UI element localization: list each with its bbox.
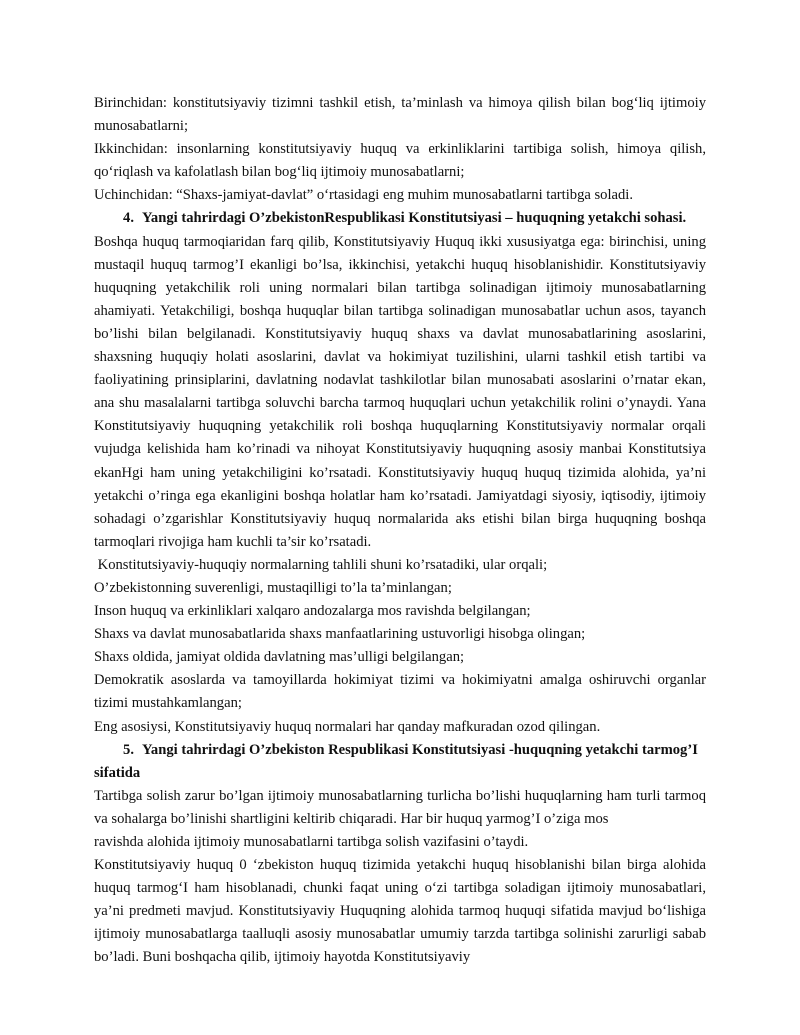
section-5-title-continuation: sifatida [94,764,141,781]
section-5-number: 5. [123,741,134,758]
section-4-title: Yangi tahrirdagi O’zbekistonRespublikasi Konstitutsiyasi – huquqning yetakchi sohasi. [142,210,687,227]
section-5-paragraph-1-line-2: ravishda alohida ijtimoiy munosabatlarni tartibga solish vazifasini o’taydi. [94,834,529,850]
list-intro: Konstitutsiyaviy-huquqiy normalarning tahlili shuni ko’rsatadiki, ular orqali; [94,556,548,573]
section-4-number: 4. [123,210,134,227]
section-5-paragraph-1-line-1: Tartibga solish zarur bo’lgan ijtimoiy munosabatlarning turlicha bo’lishi huquqlarning ham turli tarmoq va sohalarga bo’linishi shartligini keltirib chiqaradi. Har bir huquq yarmog’I o’ziga mos [94,787,706,827]
list-item: Demokratik asoslarda va tamoyillarda hokimiyat tizimi va hokimiyatni amalga oshiruvchi organlar tizimi mustahkamlangan; [94,672,706,712]
list-item: O’zbekistonning suverenligi, mustaqilligi to’la ta’minlangan; [94,579,452,596]
paragraph-third: Uchinchidan: “Shaxs-jamiyat-davlat” o‘rtasidagi eng muhim munosabatlarni tartibga soladi. [94,187,634,204]
paragraph-first: Birinchidan: konstitutsiyaviy tizimni tashkil etish, ta’minlash va himoya qilish bilan bog‘liq ijtimoiy munosabatlarni; [94,95,706,135]
list-item: Shaxs oldida, jamiyat oldida davlatning mas’ulligi belgilangan; [94,649,465,666]
document-page [94,92,706,970]
section-5-heading [94,739,706,762]
list-item: Inson huquq va erkinliklari xalqaro andozalarga mos ravishda belgilangan; [94,603,531,620]
paragraph-second: Ikkinchidan: insonlarning konstitutsiyaviy huquq va erkinliklarini tartibiga solish, himoya qilish, qo‘riqlash va kafolatlash bilan bog‘liq ijtimoiy munosabatlarni; [94,141,706,181]
list-item: Eng asosiysi, Konstitutsiyaviy huquq normalari har qanday mafkuradan ozod qilingan. [94,718,601,735]
list-item: Shaxs va davlat munosabatlarida shaxs manfaatlarining ustuvorligi hisobga olingan; [94,626,586,643]
section-4-body: Boshqa huquq tarmoqiaridan farq qilib, Konstitutsiyaviy Huquq ikki xususiyatga ega: birinchisi, uning mustaqil huquq tarmog’I ekanligi bo’lsa, ikkinchisi, yetakchi huquq hisoblanishidir. Konstitutsiyaviy huquqning yetakchilik roli uning normalari bilan tartibga solinadigan ijtimoiy munosabatlarning ahamiyati. Yetakchiligi, boshqa huquqlar bilan tartibga solinadigan munosabatlar uchun asos, tayanch bo’lishi bilan belgilanadi. Konstitutsiyaviy huquq shaxs va davlat munosabatlarining asoslarini, shaxsning huquqiy holati asoslarini, davlat va hokimiyat tuzilishini, ularni tashkil etish tartibi va faoliyatining prinsiplarini, davlatning nodavlat tashkilotlar bilan munosabati asoslarini o’rnatar ekan, ana shu masalalarni tartibga soluvchi barcha tarmoq huquqlari uchun yetakchilik rolini o’ynaydi. Yana Konstitutsiyaviy huquqning yetakchilik roli boshqa huquqlarning Konstitutsiyaviy normalar orqali vujudga kelishida ham ko’rinadi va nihoyat Konstitutsiyaviy huquqning asosiy manbai Konstitutsiya ekanHgi ham uning yetakchiligini ko’rsatadi. Konstitutsiyaviy huquq huquq tizimida alohida, ya’ni yetakchi o’ringa ega ekanligini boshqa holatlar ham ko’rsatadi. Jamiyatdagi siyosiy, iqtisodiy, ijtimoiy sohadagi o’zgarishlar Konstitutsiyaviy huquq normalarida aks etishi bilan birga huquqning boshqa tarmoqlari rivojiga ham kuchli ta’sir ko’rsatadi. [94,233,706,550]
section-5-paragraph-2: Konstitutsiyaviy huquq 0 ‘zbekiston huquq tizimida yetakchi huquq hisoblanishi bilan birga alohida huquq tarmog‘I ham hisoblanadi, chunki faqat uning o‘zi tartibga soladigan ijtimoiy munosabatlari, ya’ni predmeti mavjud. Konstitutsiyaviy Huquqning alohida tarmoq huquqi sifatida mavjud bo‘lishiga ijtimoiy munosabatlarga taalluqli asosiy munosabatlar umumiy tarzda tartibga solinishi zarurligi sabab bo’ladi. Buni boshqacha qilib, ijtimoiy hayotda Konstitutsiyaviy [94,857,706,966]
section-5-title: Yangi tahrirdagi O’zbekiston Respublikasi Konstitutsiyasi -huquqning yetakchi tarmog’I [142,741,698,758]
section-4-heading [94,207,706,230]
